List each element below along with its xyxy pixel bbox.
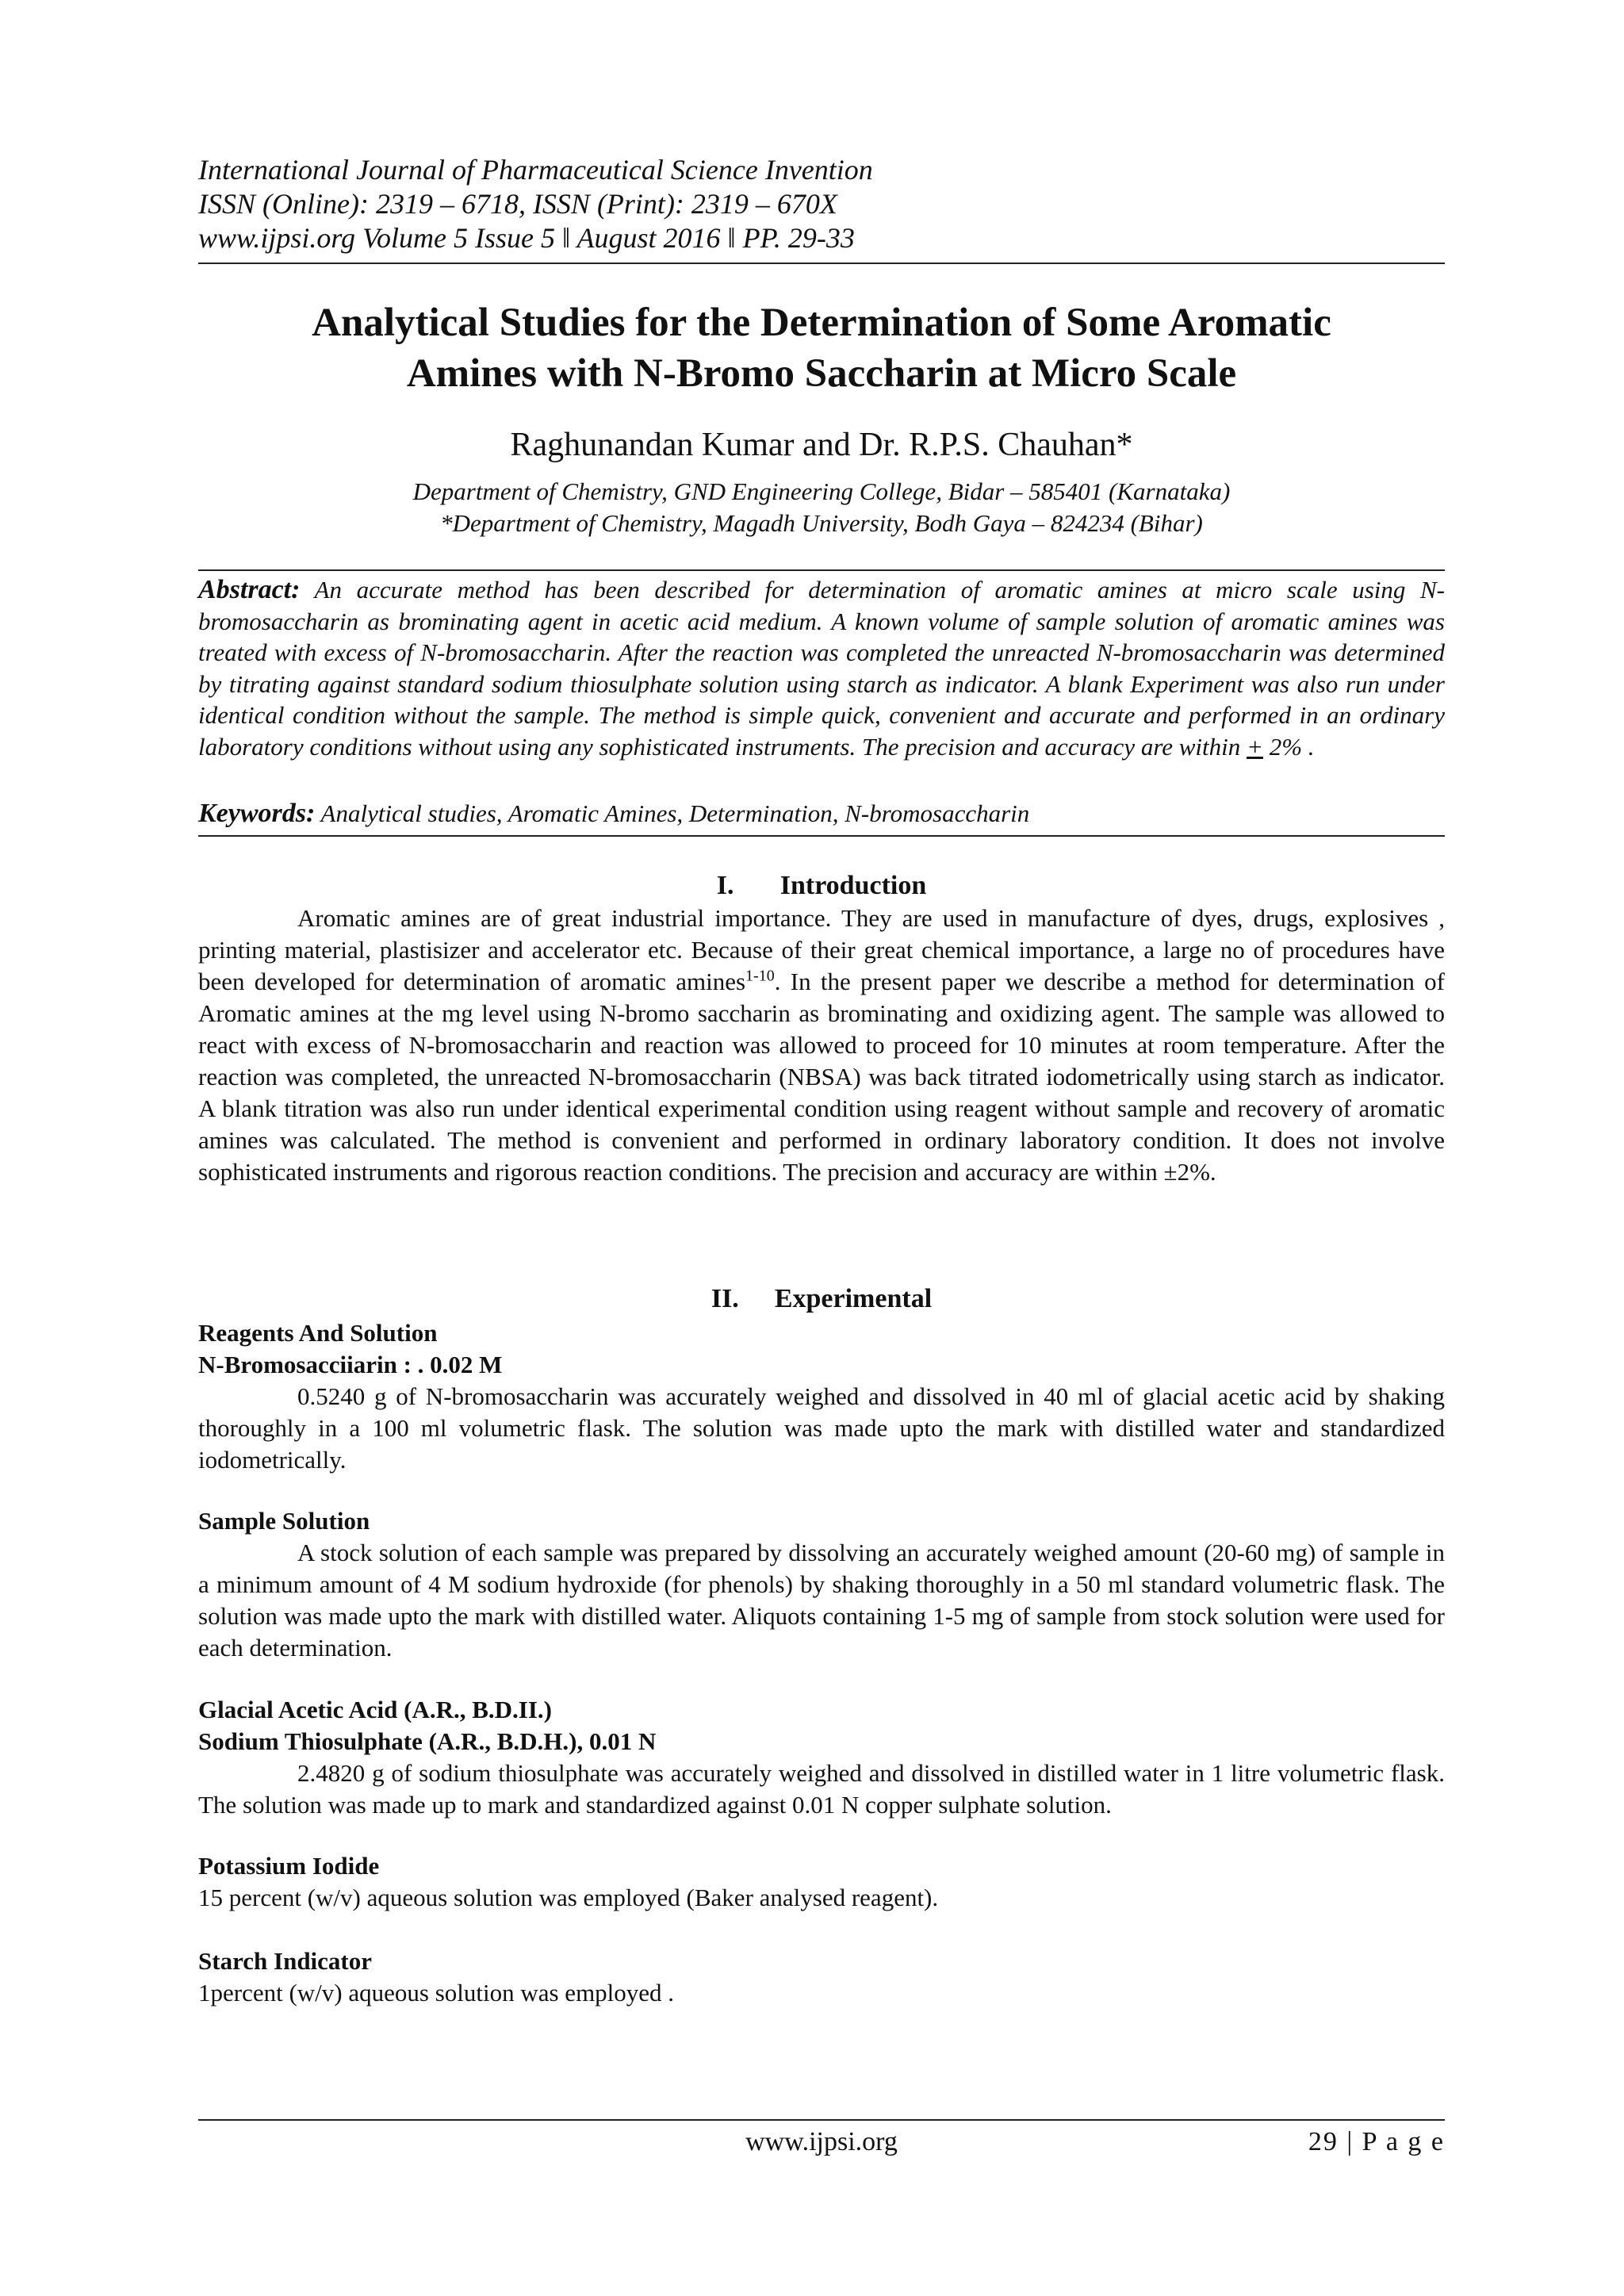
nbs-paragraph [198, 1381, 1445, 1476]
journal-header [198, 153, 1445, 255]
section-number: I. [716, 871, 734, 900]
affiliation-1: Department of Chemistry, GND Engineering College, Bidar – 585401 (Karnataka) [412, 477, 1231, 505]
citation-superscript: 1-10 [745, 967, 775, 985]
section-heading-introduction [198, 869, 1445, 903]
paper-title [198, 297, 1445, 399]
journal-volume: www.ijpsi.org Volume 5 Issue 5 ǁ August 2016 ǁ PP. 29-33 [198, 222, 855, 254]
title-line-2: Amines with N-Bromo Saccharin at Micro Scale [406, 351, 1237, 396]
subheading-sample: Sample Solution [198, 1507, 370, 1535]
starch-paragraph: 1percent (w/v) aqueous solution was employed . [198, 1979, 675, 2007]
introduction-paragraph [198, 903, 1445, 1188]
title-line-1: Analytical Studies for the Determination of Some Aromatic [312, 301, 1331, 345]
section-title: Experimental [774, 1284, 933, 1313]
nbs-text: 0.5240 g of N-bromosaccharin was accurately weighed and dissolved in 40 ml of glacial acetic acid by shaking thoroughly in a 100 ml volumetric flask. The solution was made upto the mark with distilled water and standardized iodometrically. [198, 1382, 1445, 1474]
subheading-starch: Starch Indicator [198, 1947, 373, 1975]
abstract-text: An accurate method has been described for determination of aromatic amines at micro scale using N-bromosaccharin as brominating agent in acetic acid medium. A known volume of sample solution of aromatic amines was treated with excess of N-bromosaccharin. After the reaction was completed the unreacted N-bromosaccharin was determined by titrating against standard sodium thiosulphate solution using starch as indicator. A blank Experiment was also run under identical condition without the sample. The method is simple quick, convenient and accurate and performed in an ordinary laboratory conditions without using any sophisticated instruments. The precision and accuracy are within [198, 576, 1445, 761]
abstract-bottom-rule [198, 835, 1445, 837]
intro-text-1: Aromatic amines are of great industrial importance. They are used in manufacture of dyes, drugs, explosives , printing material, plastisizer and accelerator etc. Because of their great chemical importance, a large no of procedures have been developed for determination of aromatic amines [198, 904, 1445, 995]
affiliation-2: *Department of Chemistry, Magadh University, Bodh Gaya – 824234 (Bihar) [440, 509, 1203, 537]
abstract [198, 574, 1445, 762]
abstract-top-rule [198, 569, 1445, 571]
sample-text: A stock solution of each sample was prepared by dissolving an accurately weighed amount (20-60 mg) of sample in a minimum amount of 4 M sodium hydroxide (for phenols) by shaking thoroughly in a 50 ml standard volumetric flask. The solution was made upto the mark with distilled water. Aliquots containing 1-5 mg of sample from stock solution were used for each determination. [198, 1539, 1445, 1662]
abstract-text-end: 2% . [1262, 732, 1315, 761]
subheading-potassium-iodide: Potassium Iodide [198, 1852, 380, 1880]
footer-divider [198, 2119, 1445, 2121]
subheading-nbs: N-Bromosacciiarin : . 0.02 M [198, 1351, 503, 1378]
subheading-thiosulphate: Sodium Thiosulphate (A.R., B.D.H.), 0.01 N [198, 1727, 657, 1755]
journal-name: International Journal of Pharmaceutical Science Invention [198, 154, 873, 186]
keywords [198, 798, 1445, 830]
keywords-text: Analytical studies, Aromatic Amines, Determination, N-bromosaccharin [315, 799, 1030, 827]
section-number: II. [710, 1284, 739, 1313]
footer-page-number: 29 | P a g e [1308, 2127, 1445, 2156]
journal-issn: ISSN (Online): 2319 – 6718, ISSN (Print): 2319 – 670X [198, 188, 837, 220]
abstract-label: Abstract: [198, 575, 301, 604]
footer-website: www.ijpsi.org [745, 2127, 898, 2156]
thio-text: 2.4820 g of sodium thiosulphate was accurately weighed and dissolved in distilled water in 1 litre volumetric flask. The solution was made up to mark and standardized against 0.01 N copper sulphate solution. [198, 1759, 1445, 1819]
thiosulphate-paragraph [198, 1757, 1445, 1821]
header-divider [198, 263, 1445, 264]
sample-paragraph [198, 1537, 1445, 1664]
paper-authors: Raghunandan Kumar and Dr. R.P.S. Chauhan* [510, 427, 1133, 463]
section-title: Introduction [779, 871, 927, 900]
subheading-acetic-acid: Glacial Acetic Acid (A.R., B.D.II.) [198, 1696, 553, 1723]
plus-minus-sign: + [1247, 732, 1263, 761]
subheading-reagents: Reagents And Solution [198, 1319, 438, 1347]
intro-text-2: . In the present paper we describe a method for determination of Aromatic amines at the mg level using N-bromo saccharin as brominating and oxidizing agent. The sample was allowed to react with excess of N-bromosaccharin and reaction was allowed to proceed for 10 minutes at room temperature. After the reaction was completed, the unreacted N-bromosaccharin (NBSA) was back titrated iodometrically using starch as indicator. A blank titration was also run under identical experimental condition using reagent without sample and recovery of aromatic amines was calculated. The method is convenient and performed in ordinary laboratory condition. It does not involve sophisticated instruments and rigorous reaction conditions. The precision and accuracy are within ±2%. [198, 968, 1445, 1186]
ki-paragraph: 15 percent (w/v) aqueous solution was employed (Baker analysed reagent). [198, 1884, 939, 1911]
keywords-label: Keywords: [198, 799, 316, 828]
section-heading-experimental [198, 1282, 1445, 1316]
